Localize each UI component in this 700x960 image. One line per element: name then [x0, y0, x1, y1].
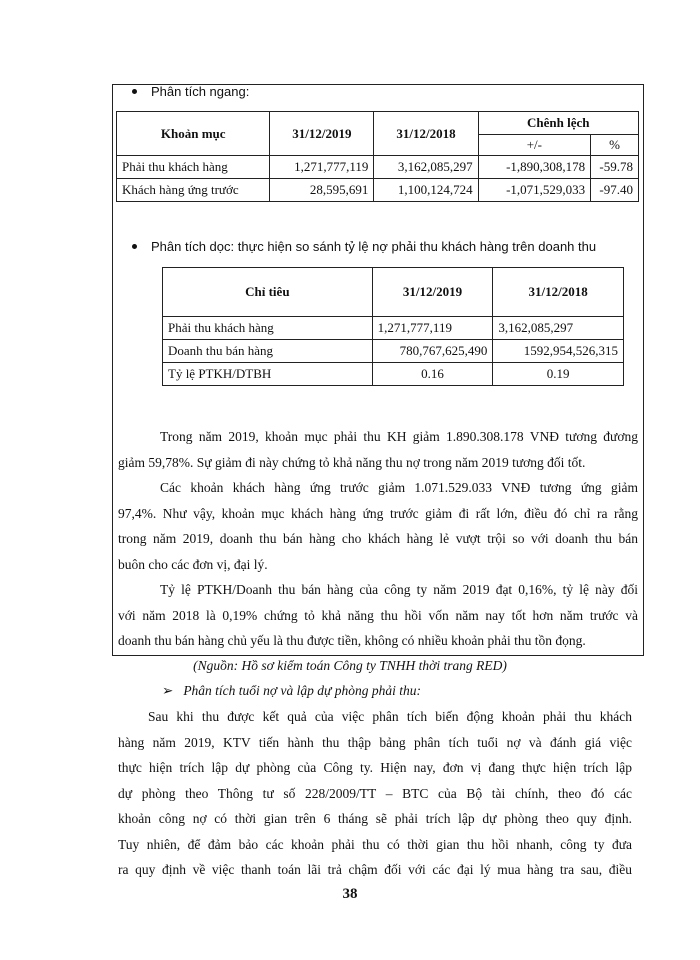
col-header-diff: Chênh lệch	[478, 112, 638, 135]
cell-2019: 28,595,691	[270, 179, 374, 202]
text-line: giảm 59,78%. Sự giảm đi này chứng tỏ khả năng thu nợ trong năm 2019 tương đối tốt.	[118, 454, 586, 470]
col-header-plusminus: +/-	[478, 135, 591, 156]
cell-pct: -97.40	[591, 179, 639, 202]
text-line: 97,4%. Như vậy, khoản mục khách hàng ứng trước giảm đi rất lớn, điều đó chỉ ra rằng	[118, 505, 638, 521]
cell-2019: 780,767,625,490	[372, 340, 493, 363]
cell-2019: 1,271,777,119	[270, 156, 374, 179]
text-line: ra quy định về việc thanh toán lãi trả chậm đối với các đại lý mua hàng tra sau, điều	[118, 862, 632, 877]
col-header-2019: 31/12/2019	[372, 268, 493, 317]
table-row	[163, 340, 624, 363]
text-line: trong năm 2019, doanh thu bán hàng cho khách hàng lẻ vượt trội so với doanh thu bán	[118, 531, 638, 546]
text-line: dự phòng theo Thông tư số 228/2009/TT – BTC của Bộ tài chính, theo đó các	[118, 785, 632, 801]
bullet-dot-icon	[132, 89, 137, 94]
cell-pct: -59.78	[591, 156, 639, 179]
cell-2018: 0.19	[493, 363, 624, 386]
text-line: Tỷ lệ PTKH/Doanh thu bán hàng của công ty năm 2019 đạt 0,16%, tỷ lệ này đối	[160, 582, 638, 597]
paragraph-receivables	[118, 424, 638, 475]
text-line: doanh thu bán hàng chủ yếu là thu được tiền, không có nhiều khoản phải thu tồn đọng.	[118, 633, 586, 648]
horizontal-analysis-table	[116, 111, 639, 202]
cell-item: Phải thu khách hàng	[163, 317, 373, 340]
text-line: Trong năm 2019, khoản mục phải thu KH giảm 1.890.308.178 VNĐ tương đương	[160, 429, 638, 444]
col-header-item: Khoản mục	[117, 112, 270, 156]
cell-item: Khách hàng ứng trước	[117, 179, 270, 202]
cell-2018: 3,162,085,297	[374, 156, 478, 179]
arrow-bullet-icon: ➢	[162, 683, 174, 698]
paragraph-ratio	[118, 577, 638, 654]
table-row	[117, 179, 639, 202]
table-row	[163, 317, 624, 340]
body-paragraph	[118, 704, 632, 883]
cell-item: Phải thu khách hàng	[117, 156, 270, 179]
text-line: Tuy nhiên, để đảm bảo các khoản phải thu có thời gian thu hồi nhanh, công ty đưa	[118, 836, 632, 852]
text-line: hàng năm 2019, KTV tiến hành thu thập bảng phân tích tuổi nợ và đánh giá việc	[118, 734, 632, 750]
col-header-2019: 31/12/2019	[270, 112, 374, 156]
subheading-label: Phân tích tuổi nợ và lập dự phòng phải thu:	[183, 683, 421, 698]
table-row	[163, 363, 624, 386]
bullet-horizontal-label: Phân tích ngang:	[151, 84, 250, 99]
bullet-dot-icon	[132, 244, 137, 249]
bullet-vertical-analysis	[132, 239, 596, 254]
text-line: thực hiện trích lập dự phòng của Công ty. Hiện nay, đơn vị đang thực hiện trích lập	[118, 760, 632, 775]
col-header-pct: %	[591, 135, 639, 156]
text-line: buôn cho các đơn vị, đại lý.	[118, 556, 268, 572]
col-header-indicator: Chỉ tiêu	[163, 268, 373, 317]
table-row	[117, 156, 639, 179]
vertical-analysis-table	[162, 267, 624, 386]
cell-diff: -1,071,529,033	[478, 179, 591, 202]
text-line: khoản công nợ có thời gian trên 6 tháng sẽ phải trích lập dự phòng theo quy định.	[118, 811, 632, 826]
subheading-debt-aging	[162, 683, 421, 699]
cell-item: Doanh thu bán hàng	[163, 340, 373, 363]
cell-2018: 3,162,085,297	[493, 317, 624, 340]
cell-2019: 1,271,777,119	[372, 317, 493, 340]
cell-2018: 1,100,124,724	[374, 179, 478, 202]
col-header-2018: 31/12/2018	[374, 112, 478, 156]
cell-item: Tỷ lệ PTKH/DTBH	[163, 363, 373, 386]
page-number: 38	[342, 886, 358, 902]
bullet-vertical-label: Phân tích dọc: thực hiện so sánh tỷ lệ nợ phải thu khách hàng trên doanh thu	[151, 239, 597, 254]
cell-diff: -1,890,308,178	[478, 156, 591, 179]
text-line: với năm 2018 là 0,19% chứng tỏ khả năng thu hồi vốn năm nay tốt hơn năm trước và	[118, 607, 638, 623]
source-note: (Nguồn: Hồ sơ kiểm toán Công ty TNHH thời trang RED)	[193, 658, 507, 673]
bullet-horizontal-analysis	[132, 84, 249, 99]
text-line: Sau khi thu được kết quả của việc phân tích biến động khoản phải thu khách	[148, 709, 632, 724]
paragraph-advances	[118, 475, 638, 577]
text-line: Các khoản khách hàng ứng trước giảm 1.071.529.033 VNĐ tương ứng giảm	[160, 480, 638, 495]
cell-2018: 1592,954,526,315	[493, 340, 624, 363]
cell-2019: 0.16	[372, 363, 493, 386]
col-header-2018: 31/12/2018	[493, 268, 624, 317]
